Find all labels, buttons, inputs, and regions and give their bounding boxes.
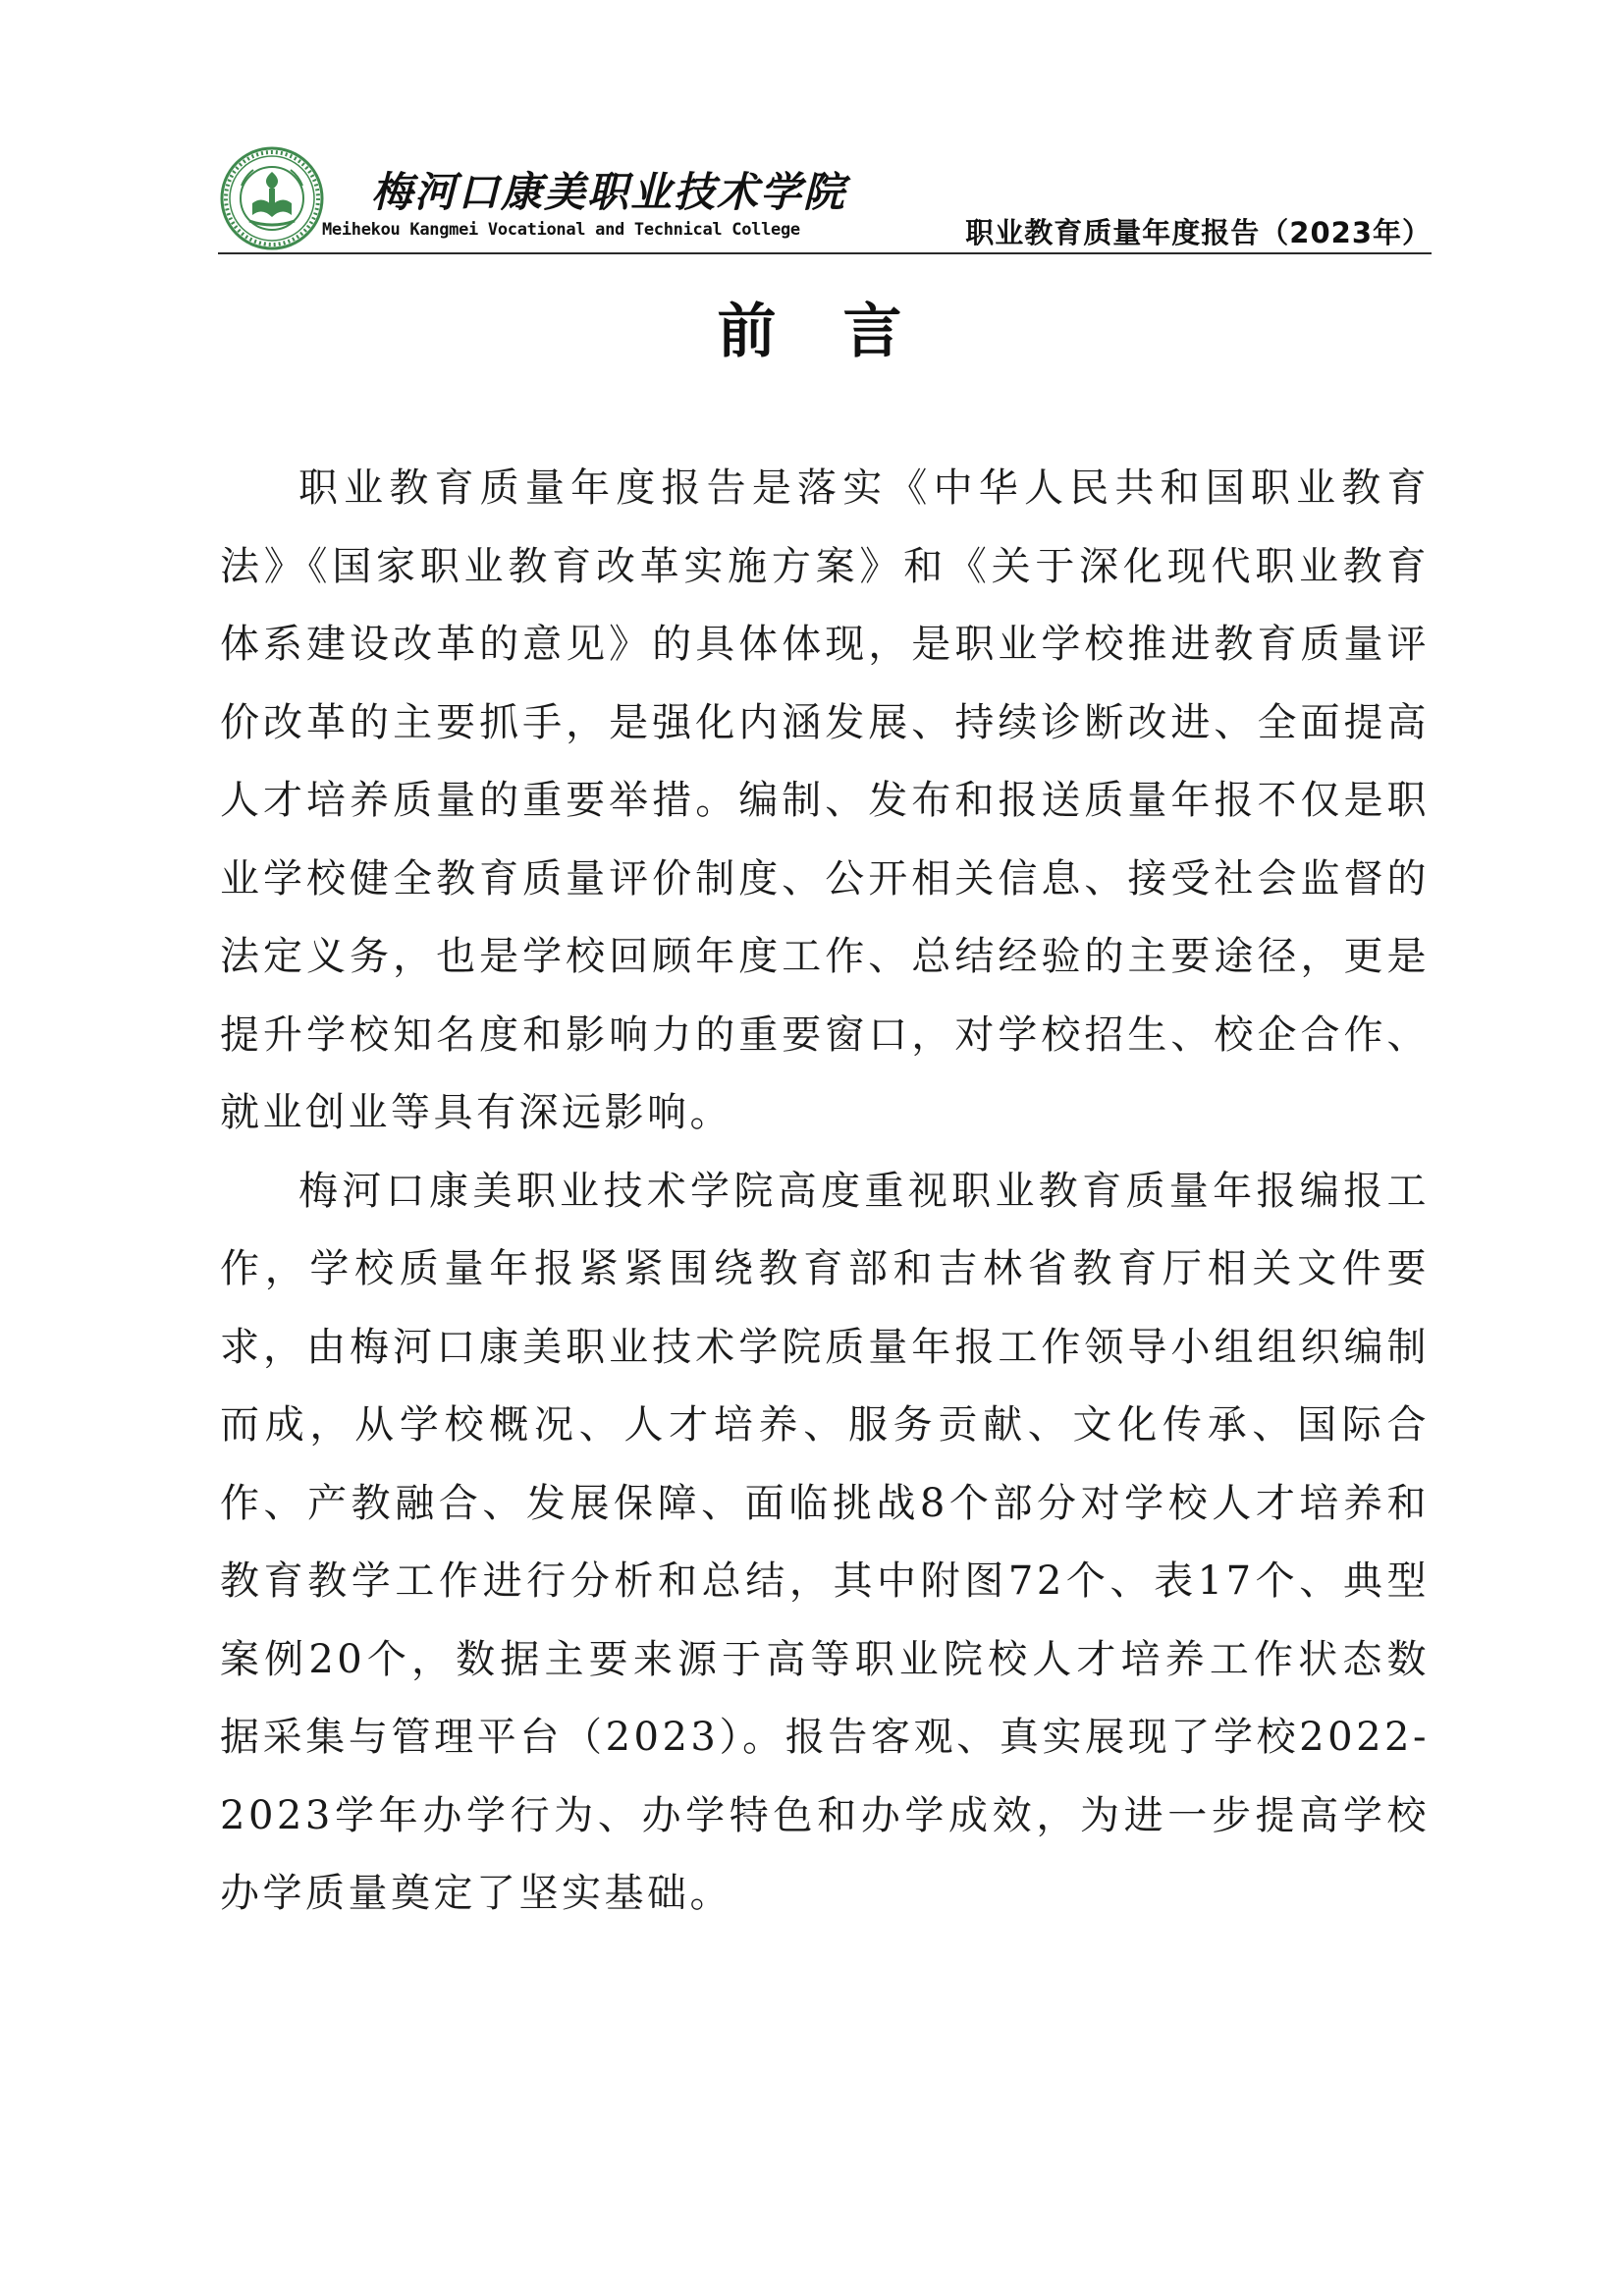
college-logo-icon [220, 146, 324, 250]
page-header [218, 142, 1432, 254]
report-title: 职业教育质量年度报告（2023年） [965, 216, 1432, 249]
document-body [220, 450, 1430, 1934]
page-heading: 前 言 [717, 298, 906, 366]
college-name-chinese: 梅河口康美职业技术学院 [371, 168, 847, 216]
college-name-english: Meihekou Kangmei Vocational and Technical College [322, 220, 800, 240]
paragraph: 梅河口康美职业技术学院高度重视职业教育质量年报编报工作，学校质量年报紧紧围绕教育部和吉林省教育厅相关文件要求，由梅河口康美职业技术学院质量年报工作领导小组组织编制而成，从学校概况、人才培养、服务贡献、文化传承、国际合作、产教融合、发展保障、面临挑战8个部分对学校人才培养和教育教学工作进行分析和总结，其中附图72个、表17个、典型案例20个，数据主要来源于高等职业院校人才培养工作状态数据采集与管理平台（2023）。报告客观、真实展现了学校2022-2023学年办学行为、办学特色和办学成效，为进一步提高学校办学质量奠定了坚实基础。 [220, 1168, 1430, 1916]
paragraph: 职业教育质量年度报告是落实《中华人民共和国职业教育法》《国家职业教育改革实施方案》和《关于深化现代职业教育体系建设改革的意见》的具体体现，是职业学校推进教育质量评价改革的主要抓手，是强化内涵发展、持续诊断改进、全面提高人才培养质量的重要举措。编制、发布和报送质量年报不仅是职业学校健全教育质量评价制度、公开相关信息、接受社会监督的法定义务，也是学校回顾年度工作、总结经验的主要途径，更是提升学校知名度和影响力的重要窗口，对学校招生、校企合作、就业创业等具有深远影响。 [220, 465, 1430, 1135]
